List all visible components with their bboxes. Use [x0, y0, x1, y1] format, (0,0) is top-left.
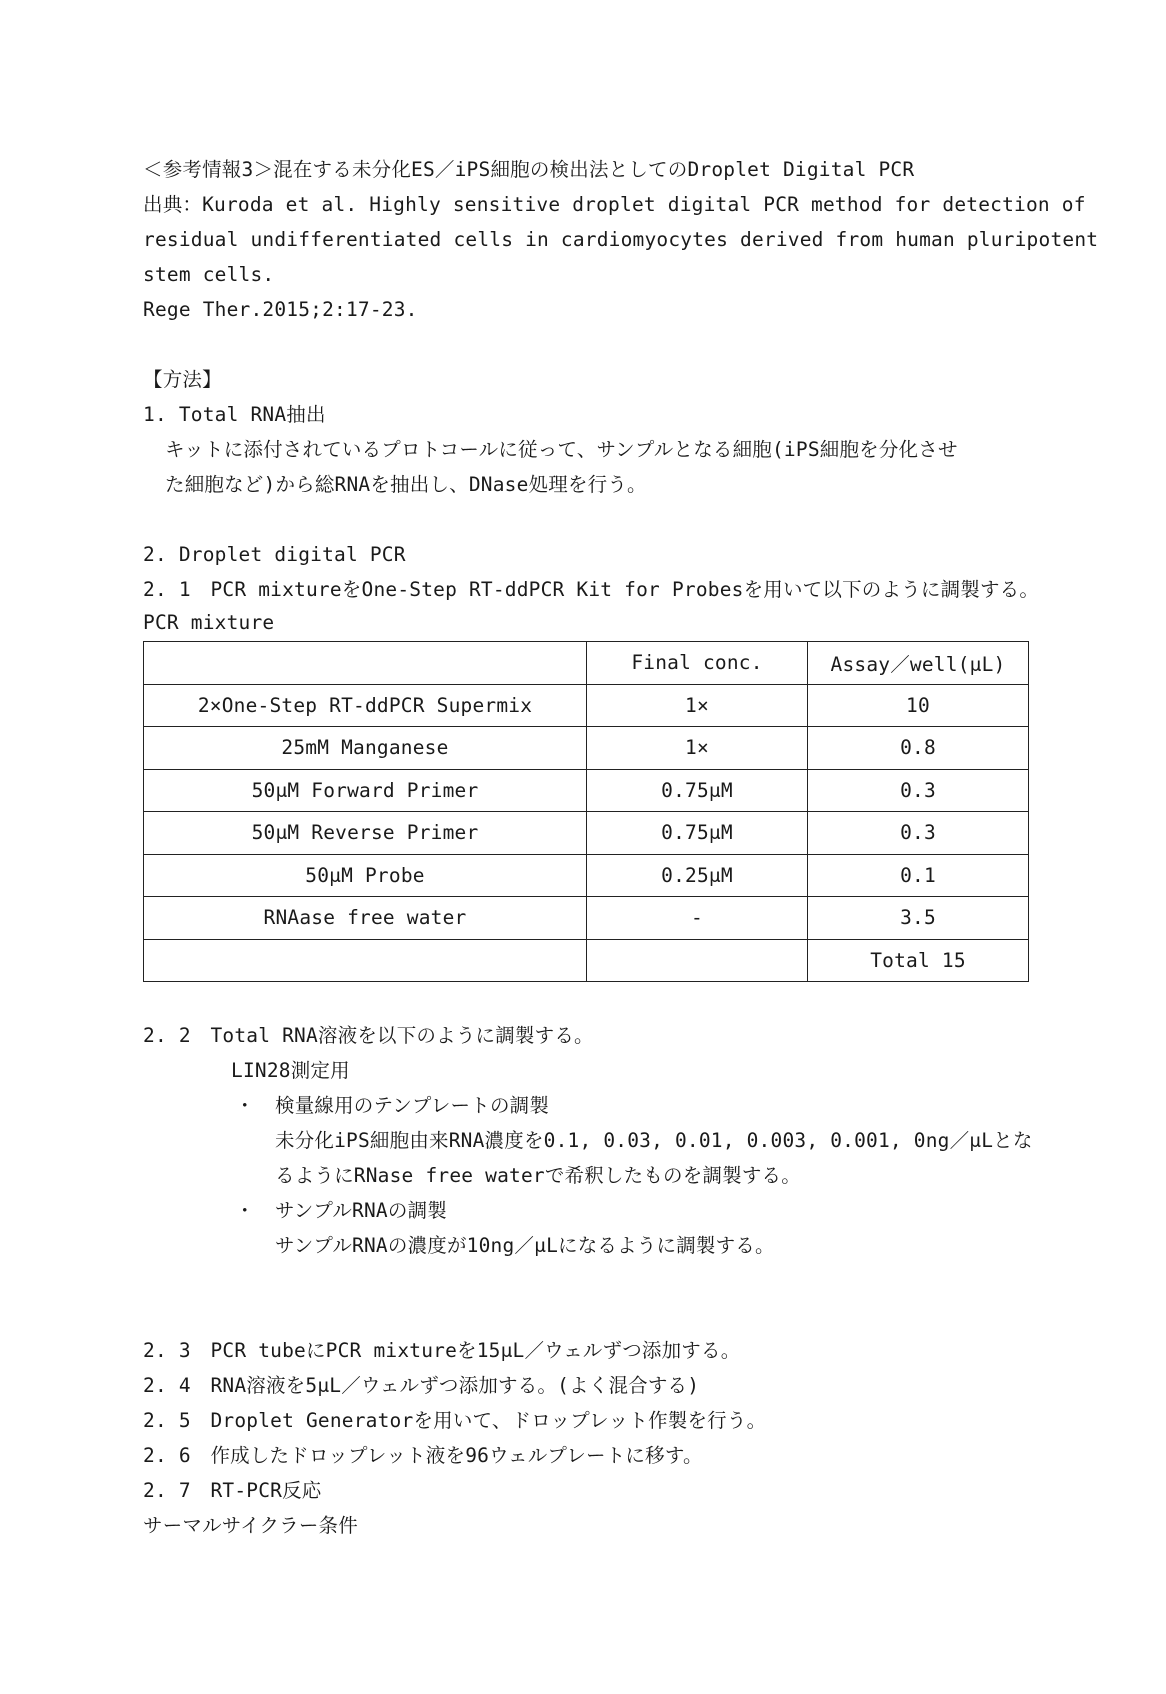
step1-body-line: キットに添付されているプロトコールに従って、サンプルとなる細胞(iPS細胞を分化させ	[165, 438, 958, 461]
citation-line: 出典：Kuroda et al. Highly sensitive droplet digital PCR method for detection of	[143, 193, 1086, 216]
table-cell-volume: 0.1	[808, 854, 1029, 897]
table-cell-conc: 0.75μM	[587, 812, 808, 855]
table-row	[144, 727, 1029, 770]
table-cell-volume: 10	[808, 684, 1029, 727]
step1-title: 1. Total RNA抽出	[143, 403, 326, 426]
table-cell-volume: 0.3	[808, 769, 1029, 812]
bullet1-body-line: 未分化iPS細胞由来RNA濃度を0.1, 0.03, 0.01, 0.003, 0.001, 0ng／μLとな	[275, 1129, 1033, 1152]
table-cell-reagent: 50μM Forward Primer	[144, 769, 587, 812]
table-total-row	[144, 939, 1029, 982]
table-cell-volume: 0.3	[808, 812, 1029, 855]
bullet1-title: 検量線用のテンプレートの調製	[275, 1094, 550, 1117]
table-row	[144, 812, 1029, 855]
bullet2-title: サンプルRNAの調製	[275, 1199, 447, 1222]
table-cell-conc: 0.25μM	[587, 854, 808, 897]
table-cell-conc: -	[587, 897, 808, 940]
bullet2-body: サンプルRNAの濃度が10ng／μLになるように調製する。	[275, 1234, 775, 1257]
lin28-label: LIN28測定用	[231, 1059, 350, 1082]
step2-title: 2. Droplet digital PCR	[143, 543, 406, 566]
document-title: ＜参考情報3＞混在する未分化ES／iPS細胞の検出法としてのDroplet Digital PCR	[143, 158, 915, 181]
table-row	[144, 854, 1029, 897]
table-header-cell	[144, 642, 587, 685]
table-cell-conc: 0.75μM	[587, 769, 808, 812]
step2-3-text: 2. 3 PCR tubeにPCR mixtureを15μL／ウェルずつ添加する。	[143, 1339, 741, 1362]
table-header-row	[144, 642, 1029, 685]
table-cell-reagent: 2×One-Step RT-ddPCR Supermix	[144, 684, 587, 727]
table-cell-volume: 3.5	[808, 897, 1029, 940]
table-cell-reagent	[144, 939, 587, 982]
pcr-mixture-table	[143, 641, 1029, 982]
table-cell-reagent: RNAase free water	[144, 897, 587, 940]
table-cell-total: Total 15	[808, 939, 1029, 982]
table-row	[144, 769, 1029, 812]
step2-7-text: 2. 7 RT-PCR反応	[143, 1479, 322, 1502]
citation-line: Rege Ther.2015;2:17-23.	[143, 298, 418, 321]
table-cell-conc: 1×	[587, 684, 808, 727]
citation-line: residual undifferentiated cells in cardiomyocytes derived from human pluripotent	[143, 228, 1099, 251]
table-cell-volume: 0.8	[808, 727, 1029, 770]
bullet1-body-line: るようにRNase free waterで希釈したものを調製する。	[275, 1164, 801, 1187]
table-header-cell: Final conc.	[587, 642, 808, 685]
step2-4-text: 2. 4 RNA溶液を5μL／ウェルずつ添加する。(よく混合する)	[143, 1374, 700, 1397]
step1-body-line: た細胞など)から総RNAを抽出し、DNase処理を行う。	[165, 473, 647, 496]
table-cell-conc	[587, 939, 808, 982]
table-row	[144, 684, 1029, 727]
table-cell-reagent: 25mM Manganese	[144, 727, 587, 770]
step2-2-text: 2. 2 Total RNA溶液を以下のように調製する。	[143, 1024, 594, 1047]
table-cell-reagent: 50μM Probe	[144, 854, 587, 897]
step2-5-text: 2. 5 Droplet Generatorを用いて、ドロップレット作製を行う。	[143, 1409, 767, 1432]
thermal-cycler-heading: サーマルサイクラー条件	[143, 1514, 358, 1537]
citation-line: stem cells.	[143, 263, 275, 286]
table-row	[144, 897, 1029, 940]
bullet-mark: ・	[235, 1094, 255, 1117]
table-caption: PCR mixture	[143, 611, 275, 634]
step2-6-text: 2. 6 作成したドロップレット液を96ウェルプレートに移す。	[143, 1444, 703, 1467]
methods-heading: 【方法】	[143, 368, 222, 391]
bullet-mark: ・	[235, 1199, 255, 1222]
step2-1-text: 2. 1 PCR mixtureをOne-Step RT-ddPCR Kit for Probesを用いて以下のように調製する。	[143, 578, 1040, 601]
table-cell-conc: 1×	[587, 727, 808, 770]
table-cell-reagent: 50μM Reverse Primer	[144, 812, 587, 855]
table-header-cell: Assay／well(μL)	[808, 642, 1029, 685]
